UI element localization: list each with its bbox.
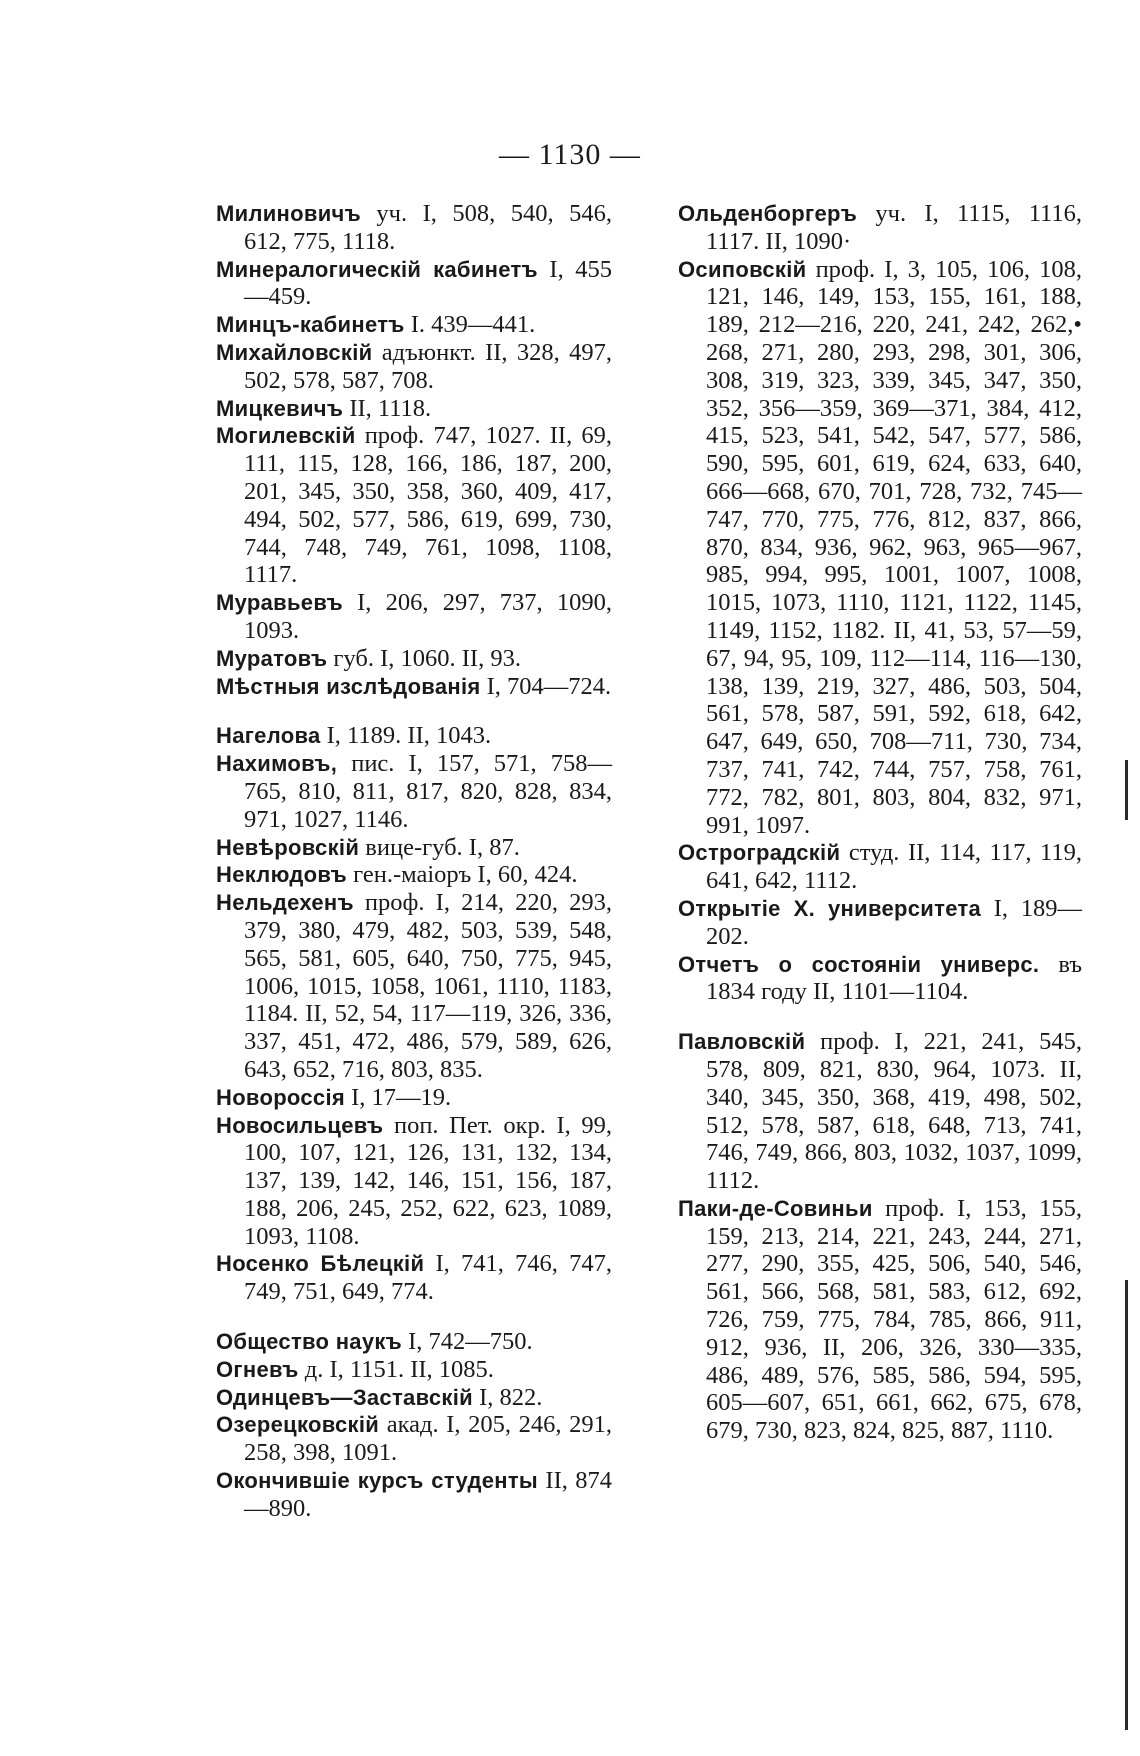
- entry-references: проф. I, 3, 105, 106, 108, 121, 146, 149, 153, 155, 161, 188, 189, 212—216, 220, 241, 242, 262,• 268, 271, 280, 293, 298, 301, 306, 308, 319, 323, 339, 345, 347, 350, 352, 356—359, 369—371, 384, 412, 415, 523, 541, 542, 547, 577, 586, 590, 595, 601, 619, 624, 633, 640, 666—668, 670, 701, 728, 732, 745—747, 770, 775, 776, 812, 837, 866, 870, 834, 936, 962, 963, 965—967, 985, 994, 995, 1001, 1007, 1008, 1015, 1073, 1110, 1121, 1122, 1145, 1149, 1152, 1182. II, 41, 53, 57—59, 67, 94, 95, 109, 112—114, 116—130, 138, 139, 219, 327, 486, 503, 504, 561, 578, 587, 591, 592, 618, 642, 647, 649, 650, 708—711, 730, 734, 737, 741, 742, 744, 757, 758, 761, 772, 782, 801, 803, 804, 832, 971, 991, 1097.: [706, 255, 1082, 839]
- entry-heading: Нахимовъ,: [216, 751, 338, 777]
- entry-heading: Осиповскій: [678, 256, 807, 282]
- index-entry: [216, 645, 612, 673]
- entry-heading: Остроградскій: [678, 840, 841, 866]
- entry-references: акад. I, 205, 246, 291, 258, 398, 1091.: [244, 1411, 612, 1467]
- page-edge-rule: [1125, 1280, 1128, 1730]
- entry-references: вице-губ. I, 87.: [359, 833, 520, 861]
- index-entry: [216, 1084, 612, 1112]
- index-entry: [216, 395, 612, 423]
- entry-heading: Михайловскій: [216, 339, 373, 365]
- index-entry: [216, 1384, 612, 1412]
- entry-references: уч. I, 508, 540, 546, 612, 775, 1118.: [244, 200, 612, 255]
- index-entry: [216, 589, 612, 645]
- entry-heading: Милиновичъ: [216, 201, 361, 226]
- index-entry: [216, 722, 612, 750]
- index-entry: [216, 673, 612, 701]
- page-edge-rule: [1125, 760, 1128, 820]
- entry-heading: Паки-де-Совиньи: [678, 1195, 873, 1221]
- entry-references: въ 1834 году II, 1101—1104.: [706, 950, 1082, 1006]
- right-column: [678, 200, 1082, 1445]
- entry-heading: Муратовъ: [216, 645, 328, 671]
- entry-references: студ. II, 114, 117, 119, 641, 642, 1112.: [706, 839, 1082, 895]
- entry-heading: Минералогическій кабинетъ: [216, 256, 538, 282]
- index-entry: [216, 1356, 612, 1384]
- entry-references: I, 17—19.: [345, 1083, 452, 1111]
- entry-heading: Новосильцевъ: [216, 1112, 384, 1138]
- entry-references: I, 741, 746, 747, 749, 751, 649, 774.: [244, 1250, 612, 1306]
- entry-heading: Нагелова: [216, 723, 321, 749]
- entry-heading: Огневъ: [216, 1356, 299, 1382]
- index-entry: [678, 951, 1082, 1007]
- index-entry: [216, 1467, 612, 1523]
- entry-references: I, 704—724.: [480, 672, 612, 700]
- entry-references: пис. I, 157, 571, 758—765, 810, 811, 817, 820, 828, 834, 971, 1027, 1146.: [244, 750, 612, 833]
- entry-heading: Окончившіе курсъ студенты: [216, 1468, 539, 1494]
- index-entry: [678, 839, 1082, 895]
- entry-heading: Новороссія: [216, 1084, 346, 1110]
- index-entry: [216, 311, 612, 339]
- entry-references: I, 189—202.: [706, 894, 1082, 950]
- entry-heading: Озерецковскій: [216, 1412, 380, 1438]
- entry-references: проф. I, 214, 220, 293, 379, 380, 479, 482, 503, 539, 548, 565, 581, 605, 640, 750, 775, 945, 1006, 1015, 1058, 1061, 1110, 1183, 1184. II, 52, 54, 117—119, 326, 336, 337, 451, 472, 486, 579, 589, 626, 643, 652, 716, 803, 835.: [244, 889, 612, 1083]
- entry-heading: Общество наукъ: [216, 1329, 403, 1355]
- entry-heading: Невѣровскій: [216, 834, 360, 860]
- entry-references: проф. I, 221, 241, 545, 578, 809, 821, 830, 964, 1073. II, 340, 345, 350, 368, 419, 498, 502, 512, 578, 587, 618, 648, 713, 741, 746, 749, 866, 803, 1032, 1037, 1099, 1112.: [706, 1028, 1082, 1195]
- index-entry: [216, 200, 612, 256]
- entry-references: д. I, 1151. II, 1085.: [298, 1355, 494, 1383]
- index-entry: [216, 1250, 612, 1306]
- entry-heading: Отчетъ о состояніи универс.: [678, 951, 1040, 977]
- entry-references: I, 1189. II, 1043.: [320, 722, 492, 750]
- entry-heading: Открытіе Х. университета: [678, 895, 982, 921]
- entry-references: ген.-маіоръ I, 60, 424.: [347, 861, 578, 889]
- index-entry: [216, 422, 612, 589]
- entry-references: I, 742—750.: [402, 1328, 533, 1356]
- index-entry: [216, 834, 612, 862]
- entry-references: II, 874—890.: [244, 1467, 612, 1522]
- entry-heading: Неклюдовъ: [216, 862, 347, 888]
- entry-references: II, 1118.: [343, 394, 432, 422]
- index-entry: [216, 1328, 612, 1356]
- entry-heading: Муравьевъ: [216, 590, 343, 616]
- index-entry: [216, 256, 612, 312]
- entry-references: I, 822.: [472, 1383, 543, 1411]
- index-entry: [216, 339, 612, 395]
- entry-heading: Могилевскій: [216, 423, 356, 449]
- index-entry: [678, 895, 1082, 951]
- entry-heading: Ольденборгеръ: [678, 201, 858, 226]
- entry-heading: Одинцевъ—Заставскій: [216, 1384, 473, 1410]
- entry-heading: Мѣстныя изслѣдованія: [216, 673, 481, 699]
- entry-references: I. 439—441.: [404, 311, 536, 339]
- entry-heading: Павловскій: [678, 1029, 806, 1055]
- index-entry: [216, 1411, 612, 1467]
- index-entry: [216, 889, 612, 1084]
- entry-references: уч. I, 1115, 1116, 1117. II, 1090·: [706, 200, 1082, 255]
- index-entry: [678, 256, 1082, 840]
- index-entry: [678, 200, 1082, 256]
- index-entry: [216, 1112, 612, 1251]
- entry-references: I, 206, 297, 737, 1090, 1093.: [244, 589, 612, 644]
- entry-references: проф. I, 153, 155, 159, 213, 214, 221, 243, 244, 271, 277, 290, 355, 425, 506, 540, 546, 561, 566, 568, 581, 583, 612, 692, 726, 759, 775, 784, 785, 866, 911, 912, 936, II, 206, 326, 330—335, 486, 489, 576, 585, 586, 594, 595, 605—607, 651, 661, 662, 675, 678, 679, 730, 823, 824, 825, 887, 1110.: [706, 1194, 1082, 1445]
- entry-heading: Носенко Бѣлецкій: [216, 1251, 425, 1277]
- index-entry: [216, 861, 612, 889]
- entry-references: поп. Пет. окр. I, 99, 100, 107, 121, 126, 131, 132, 134, 137, 139, 142, 146, 151, 156, 187, 188, 206, 245, 252, 622, 623, 1089, 1093, 1108.: [244, 1111, 612, 1250]
- index-entry: [678, 1195, 1082, 1445]
- entry-references: проф. 747, 1027. II, 69, 111, 115, 128, 166, 186, 187, 200, 201, 345, 350, 358, 360, 409, 417, 494, 502, 577, 586, 619, 699, 730, 744, 748, 749, 761, 1098, 1108, 1117.: [244, 422, 612, 589]
- page-number: — 1130 —: [499, 138, 641, 171]
- entry-heading: Мицкевичъ: [216, 395, 344, 421]
- entry-heading: Минцъ-кабинетъ: [216, 312, 405, 338]
- entry-references: губ. I, 1060. II, 93.: [327, 644, 521, 672]
- entry-references: адъюнкт. II, 328, 497, 502, 578, 587, 708.: [244, 338, 612, 394]
- entry-references: I, 455—459.: [244, 255, 612, 311]
- left-column: [216, 200, 612, 1523]
- index-entry: [678, 1028, 1082, 1195]
- index-entry: [216, 750, 612, 833]
- entry-heading: Нельдехенъ: [216, 890, 354, 916]
